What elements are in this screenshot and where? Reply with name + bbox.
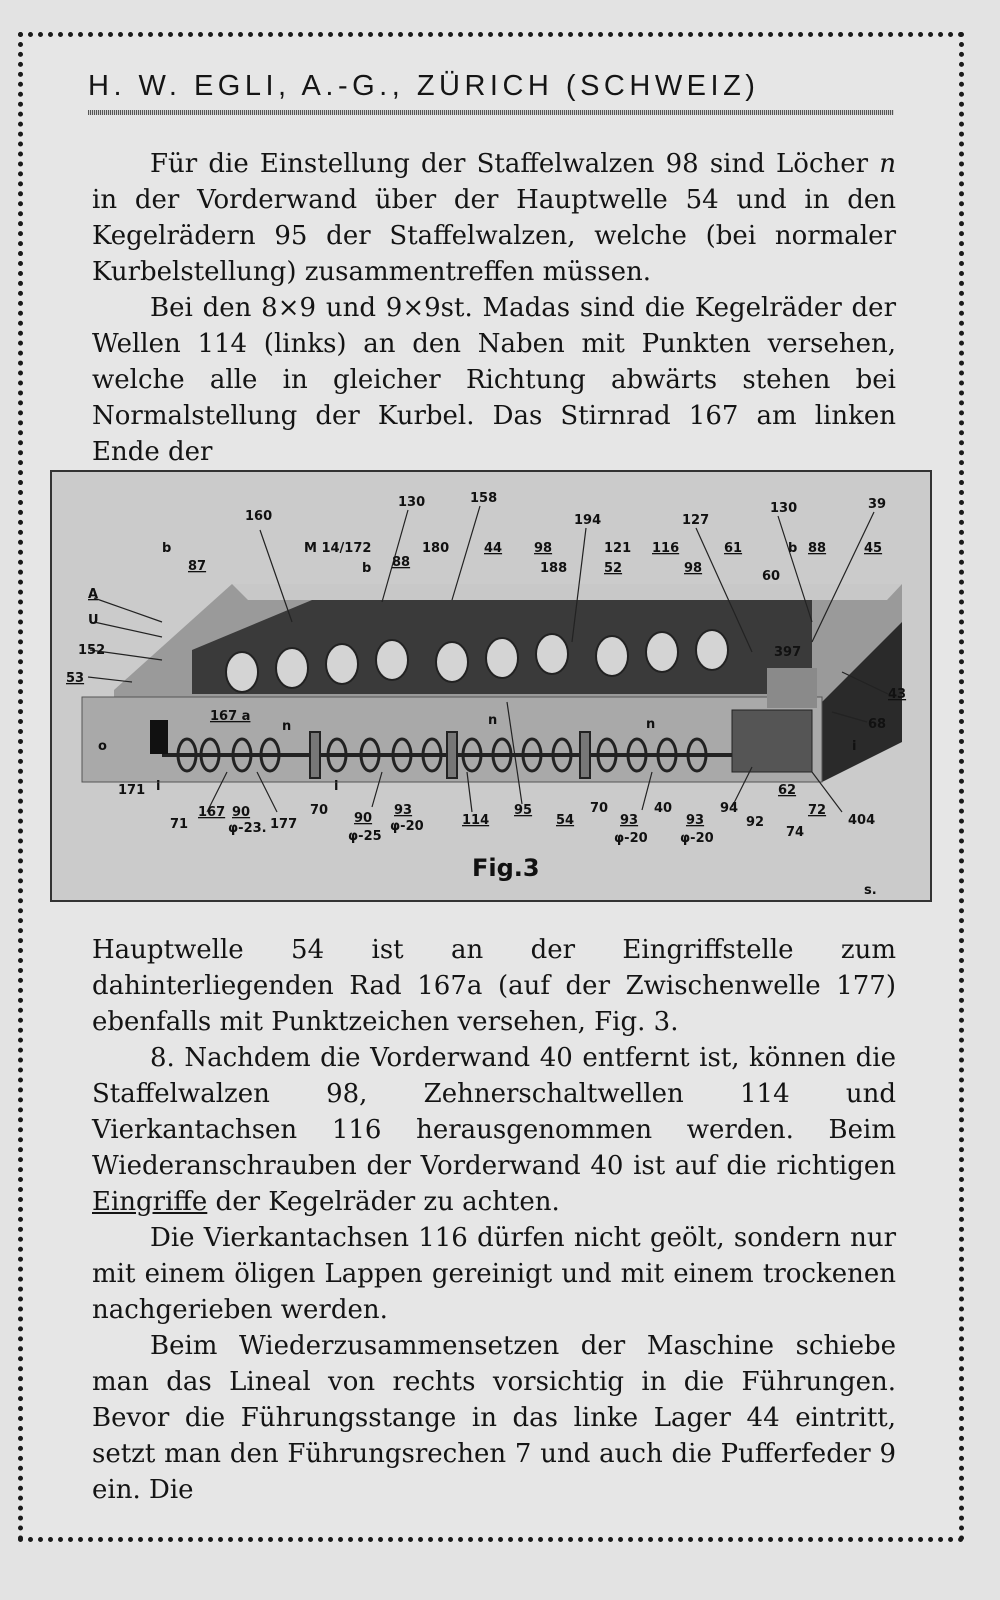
part-label: φ-20	[390, 819, 424, 834]
part-label: n	[282, 719, 292, 734]
part-label: 167	[198, 805, 226, 820]
part-label: o	[98, 739, 107, 754]
part-label: 71	[170, 817, 189, 832]
part-label: 93	[686, 813, 705, 828]
part-label: 94	[720, 801, 739, 816]
stepped-drum	[596, 636, 628, 676]
paragraph-4	[92, 1040, 896, 1220]
figure-3	[50, 470, 932, 902]
part-label: 44	[484, 541, 503, 556]
part-label: 72	[808, 803, 827, 818]
stepped-drum	[376, 640, 408, 680]
part-label: i	[852, 739, 857, 754]
part-label: 160	[245, 509, 273, 524]
para4-underlined: Eingriffe	[92, 1187, 208, 1217]
part-label: 90	[232, 805, 251, 820]
para4-text-b: der Kegelräder zu achten.	[207, 1187, 560, 1217]
para1-text-a: Für die Einstellung der Staffelwalzen 98 sind Löcher	[150, 149, 880, 179]
part-label: 88	[808, 541, 827, 556]
shaft-bearing	[310, 732, 320, 778]
part-label: φ-25	[348, 829, 382, 844]
part-label: 43	[888, 687, 907, 702]
text-top	[92, 146, 896, 470]
stepped-drum	[226, 652, 258, 692]
part-label: 98	[684, 561, 703, 576]
part-label: 98	[534, 541, 553, 556]
shaft-bearing	[447, 732, 457, 778]
stepped-drum	[276, 648, 308, 688]
part-label: 121	[604, 541, 632, 556]
part-label: i	[156, 779, 161, 794]
machine-illustration	[52, 472, 930, 900]
paragraph-1	[92, 146, 896, 290]
stepped-drum	[696, 630, 728, 670]
part-label: 404	[848, 813, 876, 828]
part-label: 39	[868, 497, 887, 512]
part-label: 171	[118, 783, 146, 798]
part-label: 114	[462, 813, 490, 828]
part-label: 93	[620, 813, 639, 828]
part-label: 95	[514, 803, 533, 818]
part-label: 61	[724, 541, 743, 556]
part-label: 130	[398, 495, 426, 510]
part-label: 127	[682, 513, 710, 528]
part-label: 70	[310, 803, 329, 818]
stepped-drum	[326, 644, 358, 684]
para4-text-a: 8. Nachdem die Vorderwand 40 entfernt ist, können die Staffelwalzen 98, Zehnerschaltwellen 114 und Vierkantachsen 116 herausgenommen werden. Beim Wiederanschrauben der Vorderwand 40 ist auf die richtigen	[92, 1043, 896, 1181]
part-label: 70	[590, 801, 609, 816]
part-label: U	[88, 613, 99, 628]
stepped-drum	[646, 632, 678, 672]
part-label: φ-23.	[228, 821, 267, 836]
page-header: H. W. EGLI, A.-G., ZÜRICH (SCHWEIZ)	[88, 70, 760, 102]
paragraph-2: Bei den 8×9 und 9×9st. Madas sind die Kegelräder der Wellen 114 (links) an den Naben mit Punkten versehen, welche alle in gleicher Richtung abwärts stehen bei Normalstellung der Kurbel. Das Stirnrad 167 am linken Ende der	[92, 293, 896, 467]
part-label: 88	[392, 555, 411, 570]
part-label: 180	[422, 541, 450, 556]
crank-housing	[767, 668, 817, 708]
part-label: i	[334, 779, 339, 794]
stepped-drum	[536, 634, 568, 674]
part-label: 53	[66, 671, 85, 686]
part-label: n	[646, 717, 656, 732]
stepped-drum	[436, 642, 468, 682]
square-hole	[150, 720, 168, 754]
part-label: 92	[746, 815, 765, 830]
part-label: 62	[778, 783, 797, 798]
part-label: 188	[540, 561, 568, 576]
part-label: 167 a	[210, 709, 251, 724]
part-label: 116	[652, 541, 680, 556]
part-label: 60	[762, 569, 781, 584]
part-label: n	[488, 713, 498, 728]
part-label: 52	[604, 561, 623, 576]
para1-n: n	[879, 149, 896, 179]
corner-mark: s.	[864, 883, 877, 898]
paragraph-6: Beim Wiederzusammensetzen der Maschine schiebe man das Lineal von rechts vorsichtig in die Führungen. Bevor die Führungsstange in das linke Lager 44 eintritt, setzt man den Führungsrechen 7 und auch die Pufferfeder 9 ein. Die	[92, 1331, 896, 1505]
text-bottom	[92, 932, 896, 1508]
shaft-bearing	[580, 732, 590, 778]
part-label: φ-20	[680, 831, 714, 846]
header-rule	[88, 110, 894, 115]
machine-rail	[232, 584, 902, 600]
part-label: b	[788, 541, 798, 556]
part-label: 40	[654, 801, 673, 816]
right-gear-assembly	[732, 710, 812, 772]
part-label: 45	[864, 541, 883, 556]
paragraph-5: Die Vierkantachsen 116 dürfen nicht geölt, sondern nur mit einem öligen Lappen gereinigt und mit einem trockenen nachgerieben werden.	[92, 1223, 896, 1325]
part-label: 194	[574, 513, 602, 528]
part-label: 68	[868, 717, 887, 732]
part-label: b	[362, 561, 372, 576]
part-label: 158	[470, 491, 498, 506]
part-label: 152	[78, 643, 106, 658]
part-label: 74	[786, 825, 805, 840]
part-label: 397	[774, 645, 802, 660]
part-label: φ-20	[614, 831, 648, 846]
figure-caption: Fig.3	[472, 854, 540, 882]
part-label: 130	[770, 501, 798, 516]
paragraph-3: Hauptwelle 54 ist an der Eingriffstelle zum dahinterliegenden Rad 167a (auf der Zwischenwelle 177) ebenfalls mit Punktzeichen versehen, Fig. 3.	[92, 935, 896, 1037]
part-label: 54	[556, 813, 575, 828]
part-label: M 14/172	[304, 541, 372, 556]
part-label: b	[162, 541, 172, 556]
part-label: 90	[354, 811, 373, 826]
part-label: 177	[270, 817, 298, 832]
part-label: 87	[188, 559, 207, 574]
stepped-drum	[486, 638, 518, 678]
part-label: A	[88, 587, 99, 602]
para1-text-b: in der Vorderwand über der Hauptwelle 54 und in den Kegelrädern 95 der Staffelwalzen, welche (bei normaler Kurbelstellung) zusammentreffen müssen.	[92, 185, 896, 287]
part-label: 93	[394, 803, 413, 818]
